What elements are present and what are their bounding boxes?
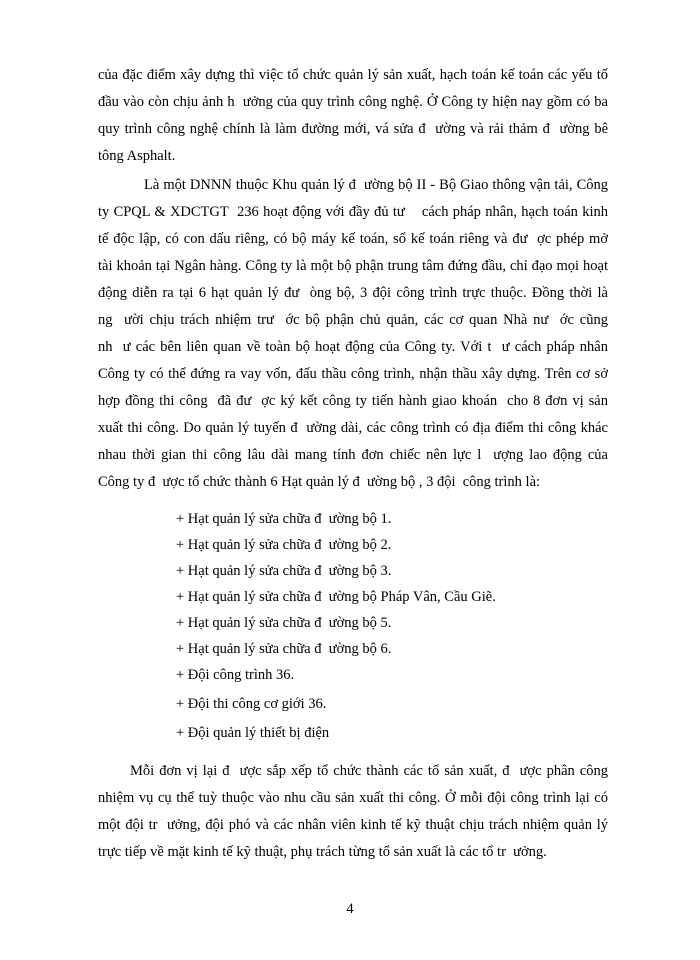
list-item: + Đội công trình 36. (176, 667, 295, 683)
paragraph-2-line: nh ư các bên liên quan về toàn bộ hoạt động của Công ty. Với t ư cách pháp nhân (98, 339, 608, 355)
list-item: + Hạt quản lý sửa chữa đ ường bộ 2. (176, 537, 392, 553)
paragraph-2-line: nhau thời gian thi công lâu dài mang tính đơn chiếc nên lực l ượng lao động của (98, 447, 608, 463)
paragraph-1-line: đầu vào còn chịu ảnh h ưởng của quy trình công nghệ. Ở Công ty hiện nay gồm có ba (98, 94, 608, 110)
paragraph-2-line: tài khoản tại Ngân hàng. Công ty là một bộ phận trung tâm đứng đầu, chỉ đạo mọi hoạt (98, 258, 608, 274)
paragraph-2-line: ng ười chịu trách nhiệm trư ớc bộ phận chủ quản, các cơ quan Nhà nư ớc cũng (98, 312, 608, 328)
paragraph-2-line: Là một DNNN thuộc Khu quản lý đ ường bộ II - Bộ Giao thông vận tải, Công (144, 177, 608, 193)
paragraph-2-line: ty CPQL & XDCTGT 236 hoạt động với đầy đủ tư cách pháp nhân, hạch toán kinh (98, 204, 608, 220)
paragraph-3-line: một đội tr ưởng, đội phó và các nhân viên kinh tế kỹ thuật chịu trách nhiệm quản lý (98, 817, 608, 833)
paragraph-1-line: tông Asphalt. (98, 148, 176, 164)
paragraph-3-line: nhiệm vụ cụ thể tuỳ thuộc vào nhu cầu sản xuất thi công. Ở mỗi đội công trình lại có (98, 790, 608, 806)
list-item: + Hạt quản lý sửa chữa đ ường bộ Pháp Vân, Cầu Giẽ. (176, 589, 496, 605)
paragraph-2-line: tế độc lập, có con dấu riêng, có bộ máy kế toán, sổ kế toán riêng và đư ợc phép mở (98, 231, 608, 247)
paragraph-1-line: quy trình công nghệ chính là làm đường mới, vá sửa đ ường và rải thảm đ ường bê (98, 121, 608, 137)
paragraph-1-line: của đặc điểm xây dựng thì việc tổ chức quản lý sản xuất, hạch toán kế toán các yếu tố (98, 67, 608, 83)
paragraph-2-line: Công ty đ ược tổ chức thành 6 Hạt quản lý đ ường bộ , 3 đội công trình là: (98, 474, 541, 490)
paragraph-3-line: trực tiếp về mặt kinh tế kỹ thuật, phụ trách từng tổ sản xuất là các tổ tr ưởng. (98, 844, 547, 860)
list-item: + Hạt quản lý sửa chữa đ ường bộ 6. (176, 641, 392, 657)
list-item: + Hạt quản lý sửa chữa đ ường bộ 3. (176, 563, 392, 579)
list-item: + Hạt quản lý sửa chữa đ ường bộ 1. (176, 511, 392, 527)
list-item: + Đội thi công cơ giới 36. (176, 696, 327, 712)
paragraph-2-line: động diễn ra tại 6 hạt quản lý đư òng bộ, 3 đội công trình trực thuộc. Đồng thời là (98, 285, 608, 301)
list-item: + Đội quản lý thiết bị điện (176, 725, 330, 741)
page-number: 4 (346, 901, 354, 917)
paragraph-2-line: Công ty có thể đứng ra vay vốn, đấu thầu công trình, nhận thầu xây dựng. Trên cơ sở (98, 366, 608, 382)
list-item: + Hạt quản lý sửa chữa đ ường bộ 5. (176, 615, 392, 631)
paragraph-2-line: hợp đồng thi công đã đư ợc ký kết công ty tiến hành giao khoán cho 8 đơn vị sản (98, 393, 608, 409)
paragraph-2-line: xuất thi công. Do quản lý tuyến đ ường dài, các công trình có địa điểm thi công khác (98, 420, 608, 436)
paragraph-3-line: Mỗi đơn vị lại đ ược sắp xếp tổ chức thành các tổ sản xuất, đ ược phân công (130, 763, 608, 779)
